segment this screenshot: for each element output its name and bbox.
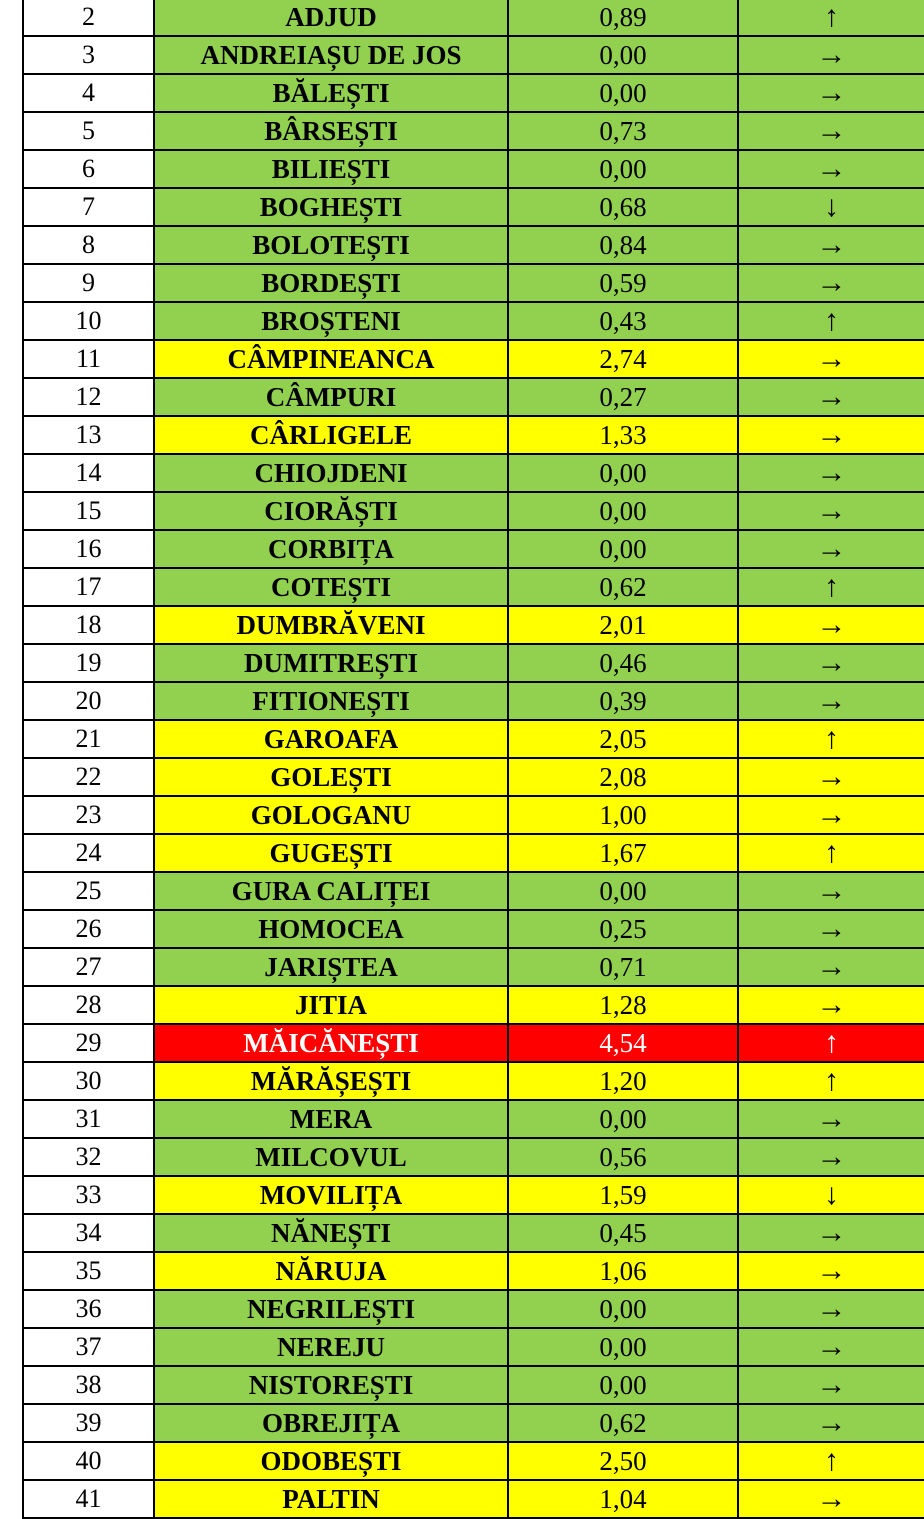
row-number: 20 [23,682,154,720]
rate-value: 0,71 [508,948,738,986]
table-row [23,568,924,606]
trend-arrow-icon: → [816,1216,847,1249]
row-number: 24 [23,834,154,872]
row-number: 41 [23,1480,154,1518]
row-number: 25 [23,872,154,910]
page-margin [0,0,22,1500]
rate-value: 0,46 [508,644,738,682]
table-row [23,1404,924,1442]
trend-arrow-icon: → [816,456,847,489]
table-row [23,1328,924,1366]
row-number: 28 [23,986,154,1024]
trend-arrow-icon: → [816,646,847,679]
trend-arrow-icon: ↑ [824,304,839,337]
locality-name: BORDEȘTI [154,264,508,302]
table-row [23,834,924,872]
row-number: 12 [23,378,154,416]
rate-value: 2,01 [508,606,738,644]
trend-arrow-icon: → [816,380,847,413]
table-row [23,188,924,226]
rate-value: 2,50 [508,1442,738,1480]
locality-name: OBREJIȚA [154,1404,508,1442]
table-row [23,872,924,910]
rate-value: 0,45 [508,1214,738,1252]
table-row [23,530,924,568]
locality-name: BÂRSEȘTI [154,112,508,150]
rate-value: 2,05 [508,720,738,758]
row-number: 2 [23,0,154,36]
row-number: 36 [23,1290,154,1328]
table-row [23,644,924,682]
table-row [23,36,924,74]
locality-name: HOMOCEA [154,910,508,948]
trend-arrow-icon: → [816,1292,847,1325]
rate-value: 0,00 [508,1328,738,1366]
rate-value: 0,73 [508,112,738,150]
rate-value: 1,04 [508,1480,738,1518]
table-row [23,492,924,530]
locality-name: CÂMPINEANCA [154,340,508,378]
table-row [23,340,924,378]
locality-name: COTEȘTI [154,568,508,606]
rate-value: 0,00 [508,454,738,492]
trend-arrow-icon: ↓ [824,1178,839,1211]
locality-name: JITIA [154,986,508,1024]
trend-arrow-icon: → [816,684,847,717]
trend-arrow-icon: → [816,760,847,793]
trend-arrow-icon: → [816,152,847,185]
row-number: 26 [23,910,154,948]
locality-name: ANDREIAȘU DE JOS [154,36,508,74]
rate-value: 0,84 [508,226,738,264]
row-number: 34 [23,1214,154,1252]
trend-arrow-icon: → [816,342,847,375]
trend-arrow-icon: ↑ [824,836,839,869]
table-row [23,302,924,340]
rate-value: 1,67 [508,834,738,872]
locality-name: PALTIN [154,1480,508,1518]
locality-name: JARIȘTEA [154,948,508,986]
locality-name: ODOBEȘTI [154,1442,508,1480]
row-number: 22 [23,758,154,796]
trend-arrow-icon: → [816,228,847,261]
table-row [23,1290,924,1328]
trend-arrow-icon: → [816,1406,847,1439]
trend-arrow-icon: → [816,798,847,831]
trend-arrow-icon: → [816,1254,847,1287]
table-row [23,1138,924,1176]
rate-value: 0,00 [508,1290,738,1328]
row-number: 21 [23,720,154,758]
rate-value: 0,62 [508,568,738,606]
table-row [23,74,924,112]
rate-value: 2,08 [508,758,738,796]
rate-value: 0,56 [508,1138,738,1176]
rate-value: 0,27 [508,378,738,416]
locality-name: GOLOGANU [154,796,508,834]
locality-name: GAROAFA [154,720,508,758]
rate-value: 1,06 [508,1252,738,1290]
locality-name: NĂRUJA [154,1252,508,1290]
trend-arrow-icon: → [816,912,847,945]
table-row [23,1176,924,1214]
rate-value: 0,00 [508,36,738,74]
locality-name: CHIOJDENI [154,454,508,492]
table-row [23,682,924,720]
locality-name: NĂNEȘTI [154,1214,508,1252]
trend-arrow-icon: ↑ [824,722,839,755]
table-row [23,720,924,758]
table-row [23,1100,924,1138]
locality-rate-table [22,0,924,1519]
locality-name: NEGRILEȘTI [154,1290,508,1328]
table-row [23,1366,924,1404]
trend-arrow-icon: ↑ [824,570,839,603]
row-number: 16 [23,530,154,568]
rate-value: 1,33 [508,416,738,454]
table-row [23,454,924,492]
locality-name: DUMBRĂVENI [154,606,508,644]
locality-name: FITIONEȘTI [154,682,508,720]
rate-value: 0,39 [508,682,738,720]
row-number: 27 [23,948,154,986]
row-number: 3 [23,36,154,74]
trend-arrow-icon: → [816,608,847,641]
table-row [23,758,924,796]
trend-arrow-icon: ↑ [824,1026,839,1059]
locality-name: CÂRLIGELE [154,416,508,454]
row-number: 29 [23,1024,154,1062]
rate-value: 0,59 [508,264,738,302]
rate-value: 0,00 [508,872,738,910]
row-number: 14 [23,454,154,492]
row-number: 39 [23,1404,154,1442]
table-row [23,1062,924,1100]
rate-value: 0,25 [508,910,738,948]
rate-value: 2,74 [508,340,738,378]
row-number: 4 [23,74,154,112]
trend-arrow-icon: → [816,950,847,983]
rate-value: 0,00 [508,1366,738,1404]
trend-arrow-icon: → [816,114,847,147]
trend-arrow-icon: → [816,1102,847,1135]
locality-name: GUGEȘTI [154,834,508,872]
trend-arrow-icon: → [816,532,847,565]
locality-name: CÂMPURI [154,378,508,416]
row-number: 37 [23,1328,154,1366]
row-number: 19 [23,644,154,682]
locality-name: GURA CALIȚEI [154,872,508,910]
table-row [23,910,924,948]
rate-value: 0,68 [508,188,738,226]
row-number: 7 [23,188,154,226]
row-number: 8 [23,226,154,264]
table-row [23,1442,924,1480]
row-number: 18 [23,606,154,644]
locality-name: CIORĂȘTI [154,492,508,530]
row-number: 5 [23,112,154,150]
row-number: 6 [23,150,154,188]
rate-value: 1,00 [508,796,738,834]
locality-name: CORBIȚA [154,530,508,568]
locality-name: BĂLEȘTI [154,74,508,112]
locality-name: DUMITREȘTI [154,644,508,682]
locality-name: NISTOREȘTI [154,1366,508,1404]
locality-name: BOLOTEȘTI [154,226,508,264]
trend-arrow-icon: ↑ [824,1064,839,1097]
trend-arrow-icon: → [816,1368,847,1401]
rate-value: 0,00 [508,1100,738,1138]
rate-value: 0,00 [508,74,738,112]
row-number: 33 [23,1176,154,1214]
trend-arrow-icon: → [816,988,847,1021]
table-body [23,0,924,1518]
table-row [23,986,924,1024]
locality-name: MOVILIȚA [154,1176,508,1214]
table-row [23,112,924,150]
rate-value: 1,20 [508,1062,738,1100]
rate-value: 1,28 [508,986,738,1024]
table-row [23,606,924,644]
trend-arrow-icon: → [816,38,847,71]
table-row [23,1024,924,1062]
trend-arrow-icon: ↑ [824,0,839,33]
trend-arrow-icon: → [816,1482,847,1515]
rate-value: 0,00 [508,150,738,188]
row-number: 9 [23,264,154,302]
table-row [23,948,924,986]
locality-name: ADJUD [154,0,508,36]
trend-arrow-icon: → [816,494,847,527]
row-number: 23 [23,796,154,834]
trend-arrow-icon: → [816,418,847,451]
row-number: 35 [23,1252,154,1290]
locality-name: BROȘTENI [154,302,508,340]
row-number: 17 [23,568,154,606]
trend-arrow-icon: → [816,1140,847,1173]
trend-arrow-icon: → [816,266,847,299]
table-row [23,1252,924,1290]
trend-arrow-icon: ↑ [824,1444,839,1477]
row-number: 38 [23,1366,154,1404]
trend-arrow-icon: ↓ [824,190,839,223]
locality-name: MĂICĂNEȘTI [154,1024,508,1062]
table-row [23,1480,924,1518]
row-number: 32 [23,1138,154,1176]
row-number: 13 [23,416,154,454]
row-number: 31 [23,1100,154,1138]
rate-value: 1,59 [508,1176,738,1214]
locality-name: BILIEȘTI [154,150,508,188]
locality-name: MILCOVUL [154,1138,508,1176]
table-row [23,796,924,834]
row-number: 11 [23,340,154,378]
table-row [23,0,924,36]
rate-value: 4,54 [508,1024,738,1062]
rate-value: 0,62 [508,1404,738,1442]
rate-value: 0,00 [508,530,738,568]
row-number: 30 [23,1062,154,1100]
table-row [23,264,924,302]
row-number: 10 [23,302,154,340]
row-number: 15 [23,492,154,530]
rate-value: 0,43 [508,302,738,340]
locality-name: MĂRĂȘEȘTI [154,1062,508,1100]
rate-value: 0,89 [508,0,738,36]
locality-name: NEREJU [154,1328,508,1366]
locality-name: BOGHEȘTI [154,188,508,226]
rate-value: 0,00 [508,492,738,530]
row-number: 40 [23,1442,154,1480]
trend-arrow-icon: → [816,874,847,907]
locality-name: GOLEȘTI [154,758,508,796]
trend-arrow-icon: → [816,76,847,109]
locality-name: MERA [154,1100,508,1138]
table-row [23,226,924,264]
trend-arrow-icon: → [816,1330,847,1363]
table-row [23,150,924,188]
table-row [23,1214,924,1252]
table-row [23,416,924,454]
table-row [23,378,924,416]
